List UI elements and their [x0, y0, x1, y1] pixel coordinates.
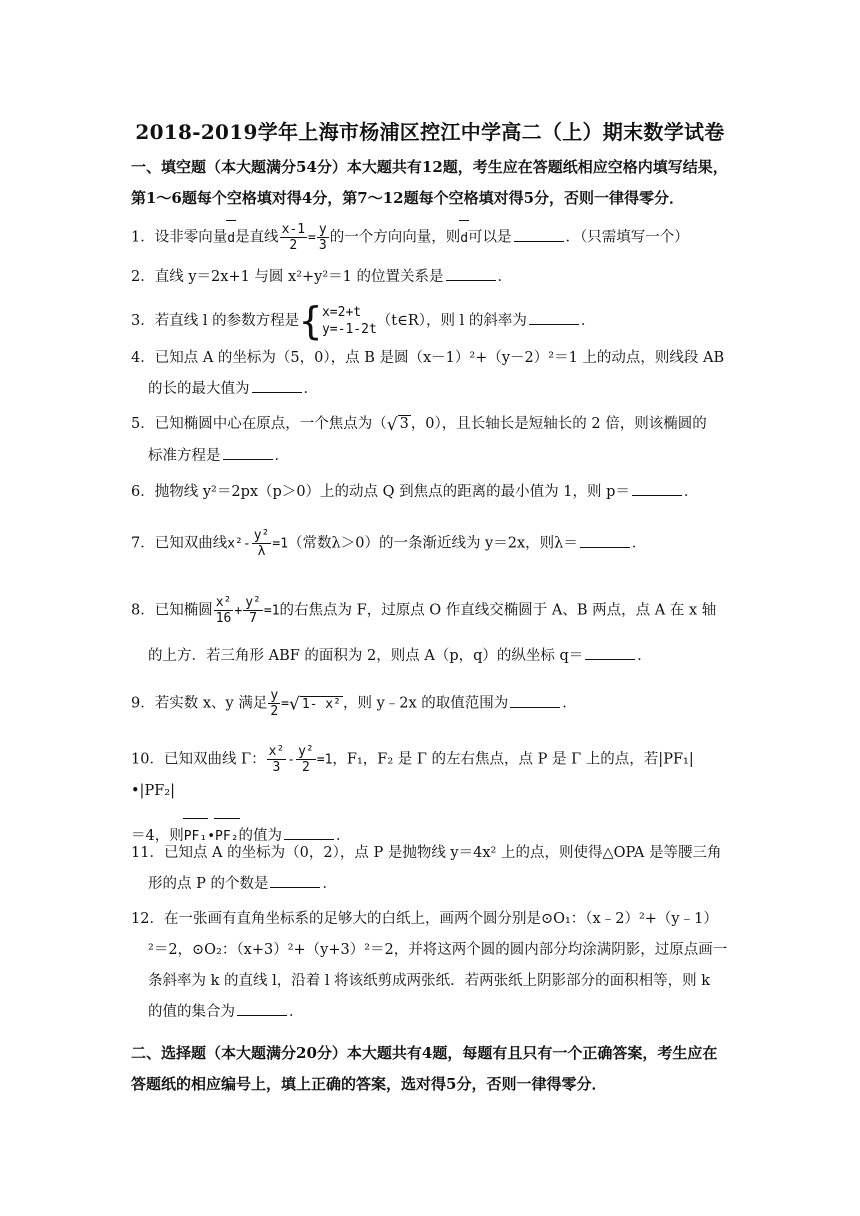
fraction-denominator: 3 — [272, 760, 281, 775]
fraction-y — [317, 222, 329, 253]
radicand: 1- x² — [301, 696, 341, 712]
question-text: 已知双曲线 Γ： — [163, 751, 266, 768]
vector-pf1: PF₁ — [184, 821, 207, 852]
question-text: 已知点 A 的坐标为（0，2），点 P 是抛物线 y＝4x² 上的点，则使得△OPA 是等腰三角 — [163, 845, 722, 861]
question-3 — [131, 299, 733, 343]
question-text: 若直线 l 的参数方程是 — [154, 313, 300, 329]
vector-pf2: PF₂ — [215, 821, 238, 852]
question-text: ，F₁，F₂ 是 Γ 的左右焦点，点 P 是 Γ 上的点，若|PF₁|•|PF₂| — [131, 751, 694, 799]
question-text: ． — [322, 876, 337, 892]
question-10 — [131, 744, 733, 852]
fraction — [214, 595, 234, 626]
question-8 — [131, 595, 733, 672]
question-number: 5． — [131, 416, 155, 432]
question-text: 已知双曲线 — [154, 535, 228, 552]
question-text: 可以是 — [468, 229, 512, 246]
answer-blank[interactable] — [580, 533, 630, 548]
question-number: 1． — [131, 229, 155, 246]
answer-blank[interactable] — [237, 1001, 287, 1016]
fraction-numerator: y² — [298, 744, 314, 759]
fraction — [243, 595, 263, 626]
question-text: ． — [683, 484, 699, 500]
question-text: （常数λ＞0）的一条渐近线为 y＝2x，则λ＝ — [288, 535, 578, 552]
question-text: 若实数 x、y 满足 — [154, 695, 268, 712]
question-text: ． — [274, 448, 289, 464]
question-text: 的长的最大值为 — [148, 381, 250, 397]
vector-d: d — [460, 223, 468, 254]
question-text: 设非零向量 — [154, 229, 228, 246]
question-number: 12． — [131, 911, 164, 927]
question-text: ，则 y﹣2x 的取值范围为 — [342, 695, 509, 712]
fraction-denominator: 2 — [270, 704, 279, 719]
minus-sign: - — [242, 536, 251, 552]
answer-blank[interactable] — [510, 693, 560, 708]
question-text: 的一个方向向量，则 — [329, 229, 461, 246]
question-line — [131, 935, 733, 966]
equals-sign: = — [308, 230, 316, 246]
question-text: ． — [289, 1004, 304, 1020]
page-title: 2018-2019学年上海市杨浦区控江中学高二（上）期末数学试卷 — [135, 120, 725, 144]
section-1-heading-line-1: 一、填空题（本大题满分54分）本大题共有12题，考生应在答题纸相应空格内填写结果， — [131, 158, 728, 176]
fraction-numerator: y — [318, 222, 327, 237]
vector-d: d — [227, 223, 235, 254]
question-text: ． — [631, 535, 647, 552]
fraction-numerator: x-1 — [281, 222, 306, 237]
fraction — [296, 744, 316, 775]
question-text: 的上方．若三角形 ABF 的面积为 2，则点 A（p，q）的纵坐标 q＝ — [148, 647, 584, 664]
parametric-system — [299, 299, 377, 343]
fraction — [267, 744, 287, 775]
fraction-x — [280, 222, 307, 253]
question-text: 直线 y＝2x+1 与圆 x²+y²＝1 的位置关系是 — [154, 269, 444, 285]
radicand: 3 — [399, 416, 409, 432]
fraction-denominator: 16 — [215, 611, 232, 626]
section-2-heading-line-1: 二、选择题（本大题满分20分）本大题共有4题，每题有且只有一个正确答案，考生应在 — [131, 1044, 718, 1062]
question-text: 在一张画有直角坐标系的足够大的白纸上，画两个圆分别是⊙O₁：（x﹣2）²+（y﹣1） — [163, 911, 718, 927]
question-text: ²＝2，⊙O₂：（x+3）²+（y+3）²＝2，并将这两个圆的圆内部分均涂满阴影，过原点画一 — [148, 942, 728, 958]
question-number: 10． — [131, 751, 164, 768]
question-text: 的值为 — [238, 827, 283, 844]
question-11 — [131, 838, 733, 900]
question-number: 6． — [131, 484, 155, 500]
answer-blank[interactable] — [585, 645, 635, 660]
question-line — [131, 641, 733, 672]
question-text: ． — [497, 269, 513, 285]
question-number: 8． — [131, 602, 155, 619]
system-row: y=-1-2t — [321, 322, 377, 337]
plus-sign: + — [234, 603, 243, 619]
question-text: ，0），且长轴长是短轴长的 2 倍，则该椭圆的 — [410, 416, 707, 432]
question-text: （t∈R），则 l 的斜率为 — [376, 313, 527, 329]
question-4 — [131, 343, 733, 405]
question-text: ．（只需填写一个） — [565, 229, 689, 246]
question-text: 已知椭圆 — [154, 602, 213, 619]
fraction-numerator: y² — [245, 595, 261, 610]
fraction-numerator: x² — [215, 595, 232, 610]
question-line — [131, 374, 733, 405]
system-row: x=2+t — [321, 305, 362, 320]
question-12 — [131, 904, 733, 1028]
section-2-heading — [131, 1038, 733, 1100]
system-rows — [322, 304, 377, 338]
math-term: x² — [227, 536, 243, 552]
question-1 — [131, 222, 733, 254]
question-text: 条斜率为 k 的直线 l，沿着 l 将该纸剪成两张纸．若两张纸上阴影部分的面积相等，则 k — [148, 973, 710, 989]
question-text: 是直线 — [235, 229, 279, 246]
fraction — [252, 528, 272, 559]
question-text: 标准方程是 — [148, 448, 221, 464]
question-number: 2． — [131, 269, 155, 285]
question-line — [131, 595, 733, 627]
section-1-heading-line-2: 第1～6题每个空格填对得4分，第7～12题每个空格填对得5分，否则一律得零分． — [131, 189, 685, 207]
answer-blank[interactable] — [252, 378, 302, 393]
question-number: 11． — [131, 845, 164, 861]
radical-sign: √ — [386, 415, 398, 435]
question-line — [131, 441, 733, 472]
answer-blank[interactable] — [270, 873, 320, 888]
question-text: ． — [637, 647, 652, 664]
answer-blank[interactable] — [223, 445, 273, 460]
question-line — [131, 966, 733, 997]
question-9 — [131, 688, 733, 721]
fraction-numerator: y² — [253, 528, 270, 543]
fraction-denominator: 3 — [318, 238, 327, 253]
question-number: 7． — [131, 535, 155, 552]
math-term: =1 — [272, 536, 289, 552]
fraction-denominator: 2 — [302, 760, 310, 775]
question-line — [131, 744, 733, 807]
fraction-denominator: 2 — [289, 238, 298, 253]
answer-blank[interactable] — [514, 227, 564, 242]
dot-operator: • — [207, 828, 216, 844]
question-7 — [131, 528, 733, 560]
question-text: 的值的集合为 — [148, 1004, 235, 1020]
question-number: 4． — [131, 350, 155, 366]
question-line — [131, 997, 733, 1028]
answer-blank[interactable] — [529, 310, 579, 325]
section-2-heading-line-2: 答题纸的相应编号上，填上正确的答案，选对得5分，否则一律得零分． — [131, 1075, 607, 1093]
question-text: 已知点 A 的坐标为（5，0），点 B 是圆（x－1）²+（y－2）²＝1 上的动点，则线段 AB — [154, 350, 725, 366]
question-line — [131, 904, 733, 935]
question-text: ． — [580, 313, 596, 329]
section-1-heading — [131, 152, 733, 214]
question-text: ＝4，则 — [131, 827, 184, 844]
question-text: 形的点 P 的个数是 — [148, 876, 269, 892]
question-2 — [131, 262, 733, 293]
question-text: ． — [562, 695, 577, 712]
fraction-numerator: x² — [268, 744, 285, 759]
radical-sign: √ — [288, 694, 300, 715]
question-text: ． — [336, 827, 351, 844]
question-text: 的右焦点为 F，过原点 O 作直线交椭圆于 A、B 两点，点 A 在 x 轴 — [279, 602, 717, 619]
question-line — [131, 409, 733, 441]
question-number: 3． — [131, 313, 155, 329]
left-brace: { — [299, 299, 322, 343]
question-line — [131, 838, 733, 869]
math-term: =1 — [263, 603, 280, 619]
question-number: 9． — [131, 695, 155, 712]
question-line — [131, 343, 733, 374]
minus-sign: - — [287, 752, 296, 768]
fraction — [268, 688, 280, 719]
answer-blank[interactable] — [446, 266, 496, 281]
question-text: ． — [303, 381, 318, 397]
math-term: =1 — [316, 752, 333, 768]
question-6 — [131, 477, 733, 508]
fraction-denominator: λ — [257, 544, 266, 559]
question-5 — [131, 409, 733, 472]
question-line — [131, 869, 733, 900]
fraction-numerator: y — [270, 688, 279, 703]
equals-sign: = — [281, 696, 289, 712]
question-text: 抛物线 y²＝2px（p＞0）上的动点 Q 到焦点的距离的最小值为 1，则 p＝ — [154, 484, 630, 500]
answer-blank[interactable] — [632, 481, 682, 496]
question-text: 已知椭圆中心在原点，一个焦点为（ — [154, 416, 387, 432]
fraction-denominator: 7 — [249, 611, 257, 626]
